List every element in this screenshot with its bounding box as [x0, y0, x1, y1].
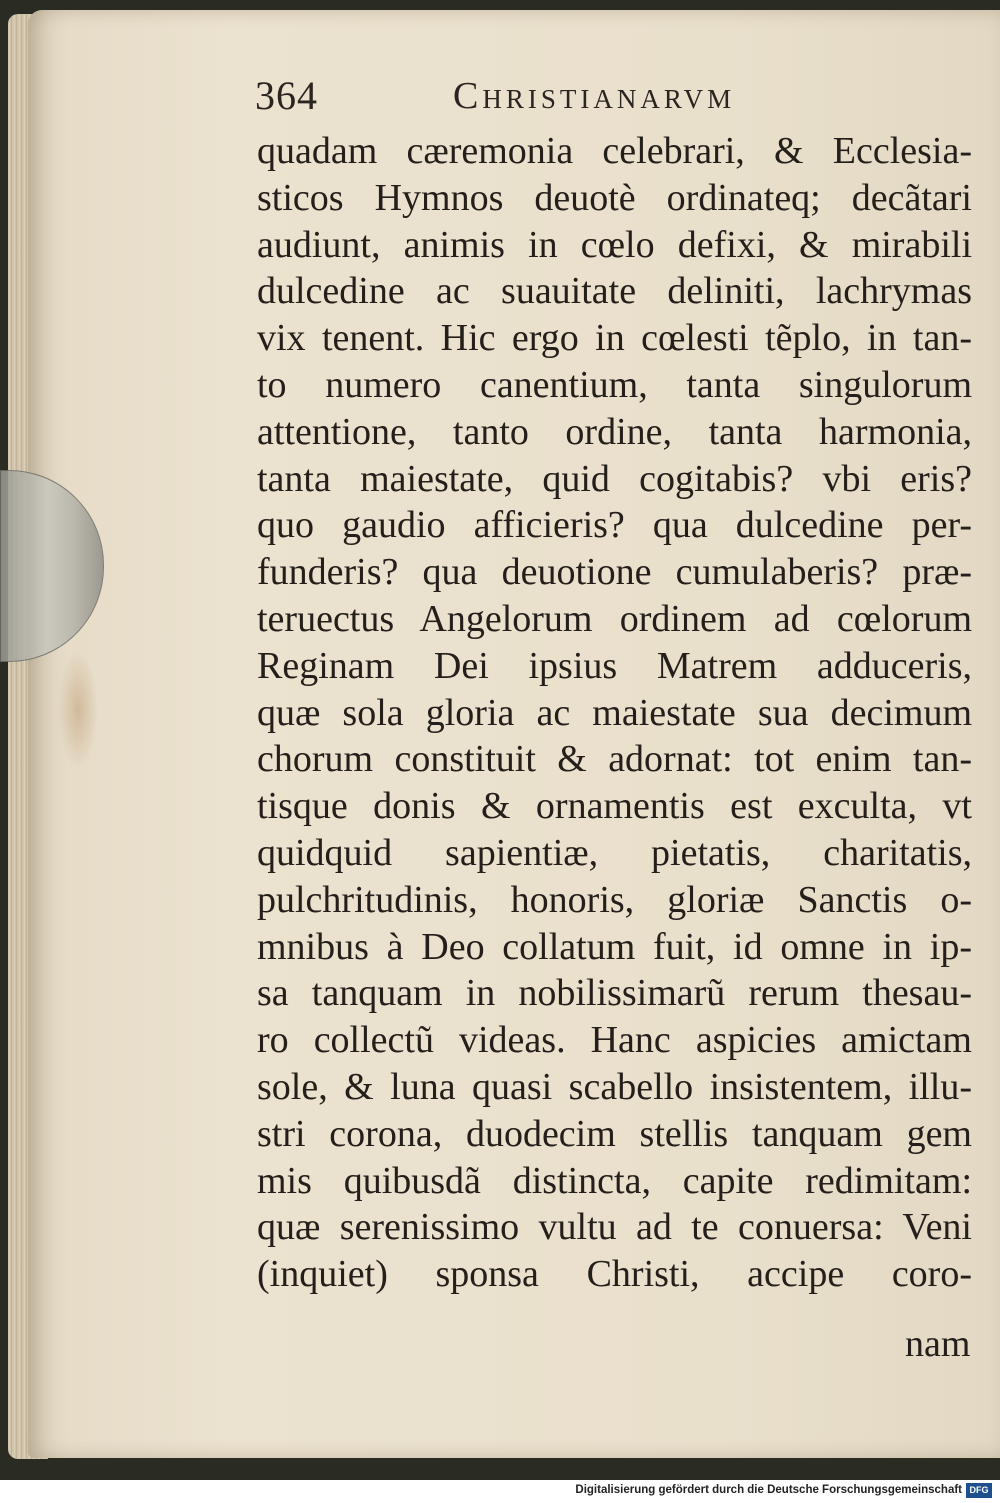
text-line: quo gaudio afficieris? qua dulcedine per- — [257, 504, 972, 547]
text-line: tanta maiestate, quid cogitabis? vbi eris? — [257, 457, 972, 500]
text-line: teruectus Angelorum ordinem ad cœlorum — [257, 597, 972, 640]
text-line: quidquid sapientiæ, pietatis, charitatis, — [257, 831, 972, 874]
text-line: funderis? qua deuotione cumulaberis? præ- — [257, 551, 972, 594]
text-line: dulcedine ac suauitate deliniti, lachrymas — [257, 270, 972, 313]
text-line: audiunt, animis in cœlo defixi, & mirabili — [257, 223, 972, 266]
text-line: sole, & luna quasi scabello insistentem, illu- — [257, 1065, 972, 1108]
text-line: (inquiet) sponsa Christi, accipe coro- — [257, 1253, 972, 1296]
text-line: quæ sola gloria ac maiestate sua decimum — [257, 691, 972, 734]
funding-credit: Digitalisierung gefördert durch die Deutsche Forschungsgemeinschaft — [575, 1484, 962, 1496]
page-header — [255, 72, 835, 122]
running-title: Christianarvm — [453, 75, 736, 117]
text-line: stri corona, duodecim stellis tanquam gem — [257, 1112, 972, 1155]
text-line: quæ serenissimo vultu ad te conuersa: Veni — [257, 1206, 972, 1249]
text-line: to numero canentium, tanta singulorum — [257, 363, 972, 406]
text-line: mnibus à Deo collatum fuit, id omne in ip- — [257, 925, 972, 968]
text-line: vix tenent. Hic ergo in cœlesti tẽplo, in tan- — [257, 317, 972, 360]
text-line: sa tanquam in nobilissimarũ rerum thesau- — [257, 972, 972, 1015]
text-line: tisque donis & ornamentis est exculta, vt — [257, 785, 972, 828]
text-line: chorum constituit & adornat: tot enim tan- — [257, 738, 972, 781]
dfg-logo-icon: DFG — [966, 1483, 992, 1498]
text-line: sticos Hymnos deuotè ordinateq; decãtari — [257, 176, 972, 219]
body-text — [257, 128, 972, 1298]
text-line: ro collectũ videas. Hanc aspicies amictam — [257, 1019, 972, 1062]
footer-bar — [0, 1480, 1000, 1503]
text-line: Reginam Dei ipsius Matrem adduceris, — [257, 644, 972, 687]
text-line: attentione, tanto ordine, tanta harmonia, — [257, 410, 972, 453]
paper-stain — [58, 650, 98, 770]
text-line: pulchritudinis, honoris, gloriæ Sanctis o- — [257, 878, 972, 921]
text-line: mis quibusdã distincta, capite redimitam: — [257, 1159, 972, 1202]
text-line: quadam cæremonia celebrari, & Ecclesia- — [257, 130, 972, 172]
catchword: nam — [905, 1323, 971, 1365]
page-number: 364 — [255, 73, 318, 118]
